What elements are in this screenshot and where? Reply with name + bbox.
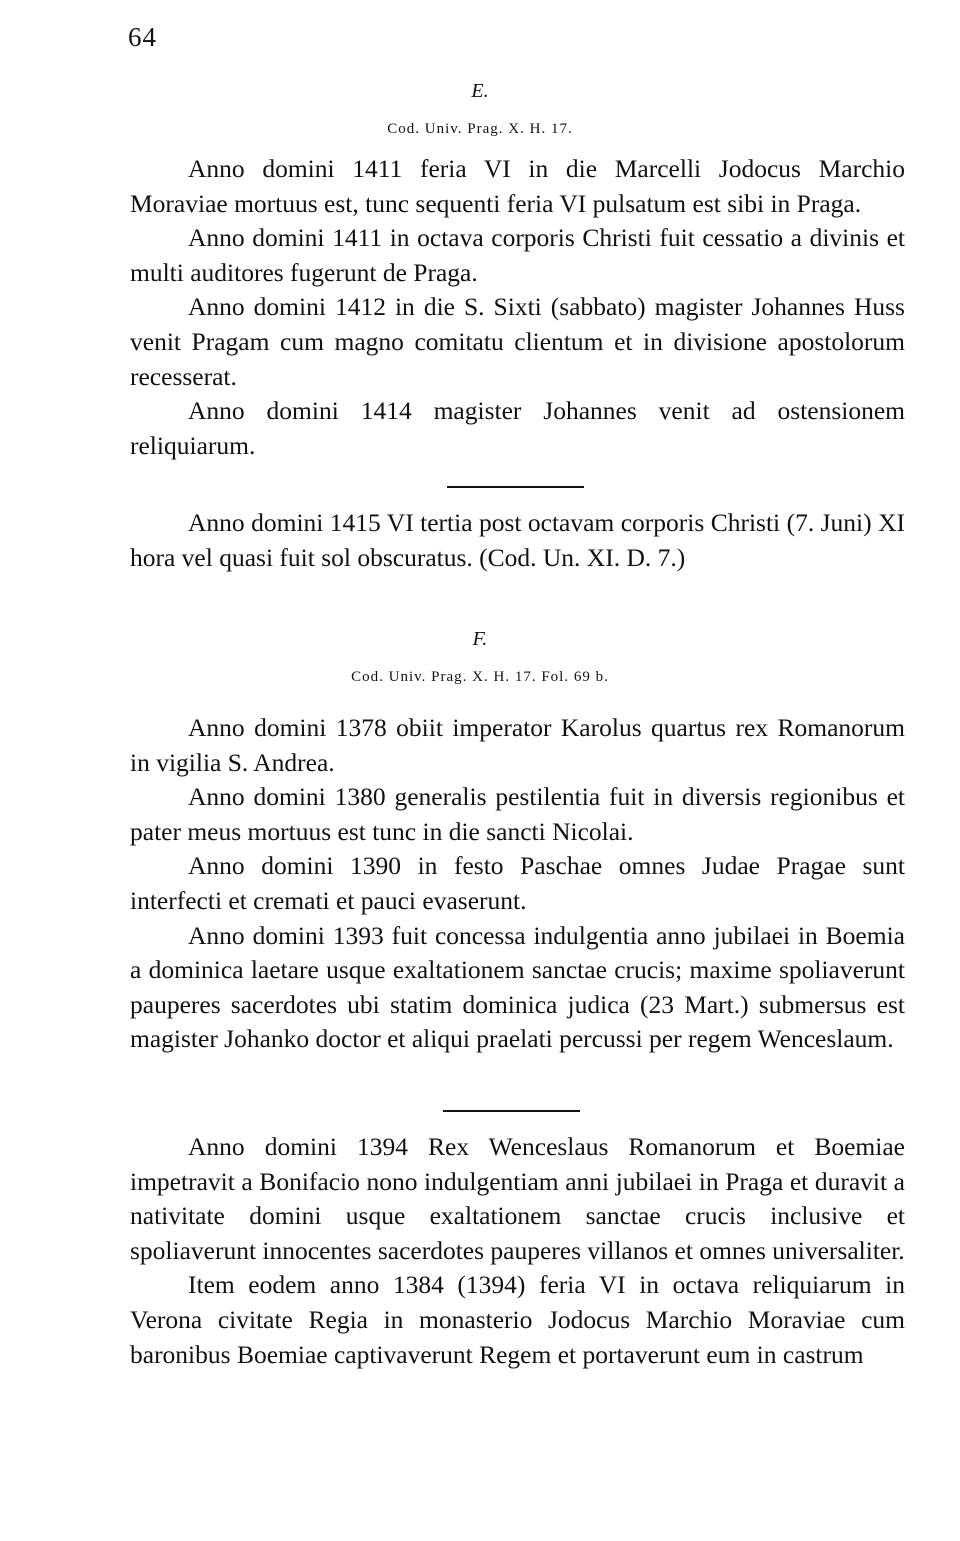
paragraph: Anno domini 1390 in festo Paschae omnes Judae Pragae sunt interfecti et cremati et pauci evaserunt. xyxy=(130,851,905,915)
paragraph: Anno domini 1380 generalis pestilentia fuit in diversis regionibus et pater meus mortuus est tunc in die sancti Nicolai. xyxy=(130,782,905,846)
paragraph: Anno domini 1412 in die S. Sixti (sabbato) magister Johannes Huss venit Pragam cum magno comitatu clientum et in divisione apostolorum recesserat. xyxy=(130,292,905,391)
section-heading-f: F. xyxy=(472,628,488,650)
section-divider xyxy=(447,486,584,488)
paragraph: Anno domini 1415 VI tertia post octavam corporis Christi (7. Juni) XI hora vel quasi fuit sol obscuratus. (Cod. Un. XI. D. 7.) xyxy=(130,508,905,572)
paragraph: Anno domini 1414 magister Johannes venit ad ostensionem reliquiarum. xyxy=(130,396,905,460)
paragraph: Anno domini 1394 Rex Wenceslaus Romanorum et Boemiae impetravit a Bonifacio nono indulgentiam anni jubilaei in Praga et duravit a nativitate domini usque exaltationem sanctae crucis inclusive et spoliaverunt innocentes sacerdotes pauperes villanos et omnes universaliter. xyxy=(130,1132,905,1265)
paragraph: Item eodem anno 1384 (1394) feria VI in octava reliquiarum in Verona civitate Regia in monasterio Jodocus Marchio Moraviae cum baronibus Boemiae captivaverunt Regem et portaverunt eum in castrum xyxy=(130,1270,905,1369)
section-e-eclipse-note xyxy=(130,506,905,575)
paragraph: Anno domini 1393 fuit concessa indulgentia anno jubilaei in Boemia a dominica laetare usque exaltationem sanctae crucis; maxime spoliaverunt pauperes sacerdotes ubi statim dominica judica (23 Mart.) submersus est magister Johanko doctor et aliqui praelati percussi per regem Wenceslaum. xyxy=(130,920,905,1054)
paragraph: Anno domini 1411 feria VI in die Marcelli Jodocus Marchio Moraviae mortuus est, tunc sequenti feria VI pulsatum est sibi in Praga. xyxy=(130,154,905,218)
codex-reference-f: Cod. Univ. Prag. X. H. 17. Fol. 69 b. xyxy=(351,669,609,685)
section-e-body xyxy=(130,152,905,463)
section-divider xyxy=(443,1110,580,1112)
page-number: 64 xyxy=(128,22,157,52)
section-heading-e: E. xyxy=(471,80,489,102)
paragraph: Anno domini 1411 in octava corporis Christi fuit cessatio a divinis et multi auditores fugerunt de Praga. xyxy=(130,223,905,287)
codex-reference-e: Cod. Univ. Prag. X. H. 17. xyxy=(387,121,573,137)
section-f-continuation xyxy=(130,1130,905,1372)
paragraph: Anno domini 1378 obiit imperator Karolus quartus rex Romanorum in vigilia S. Andrea. xyxy=(130,713,905,777)
section-f-body xyxy=(130,711,905,1057)
